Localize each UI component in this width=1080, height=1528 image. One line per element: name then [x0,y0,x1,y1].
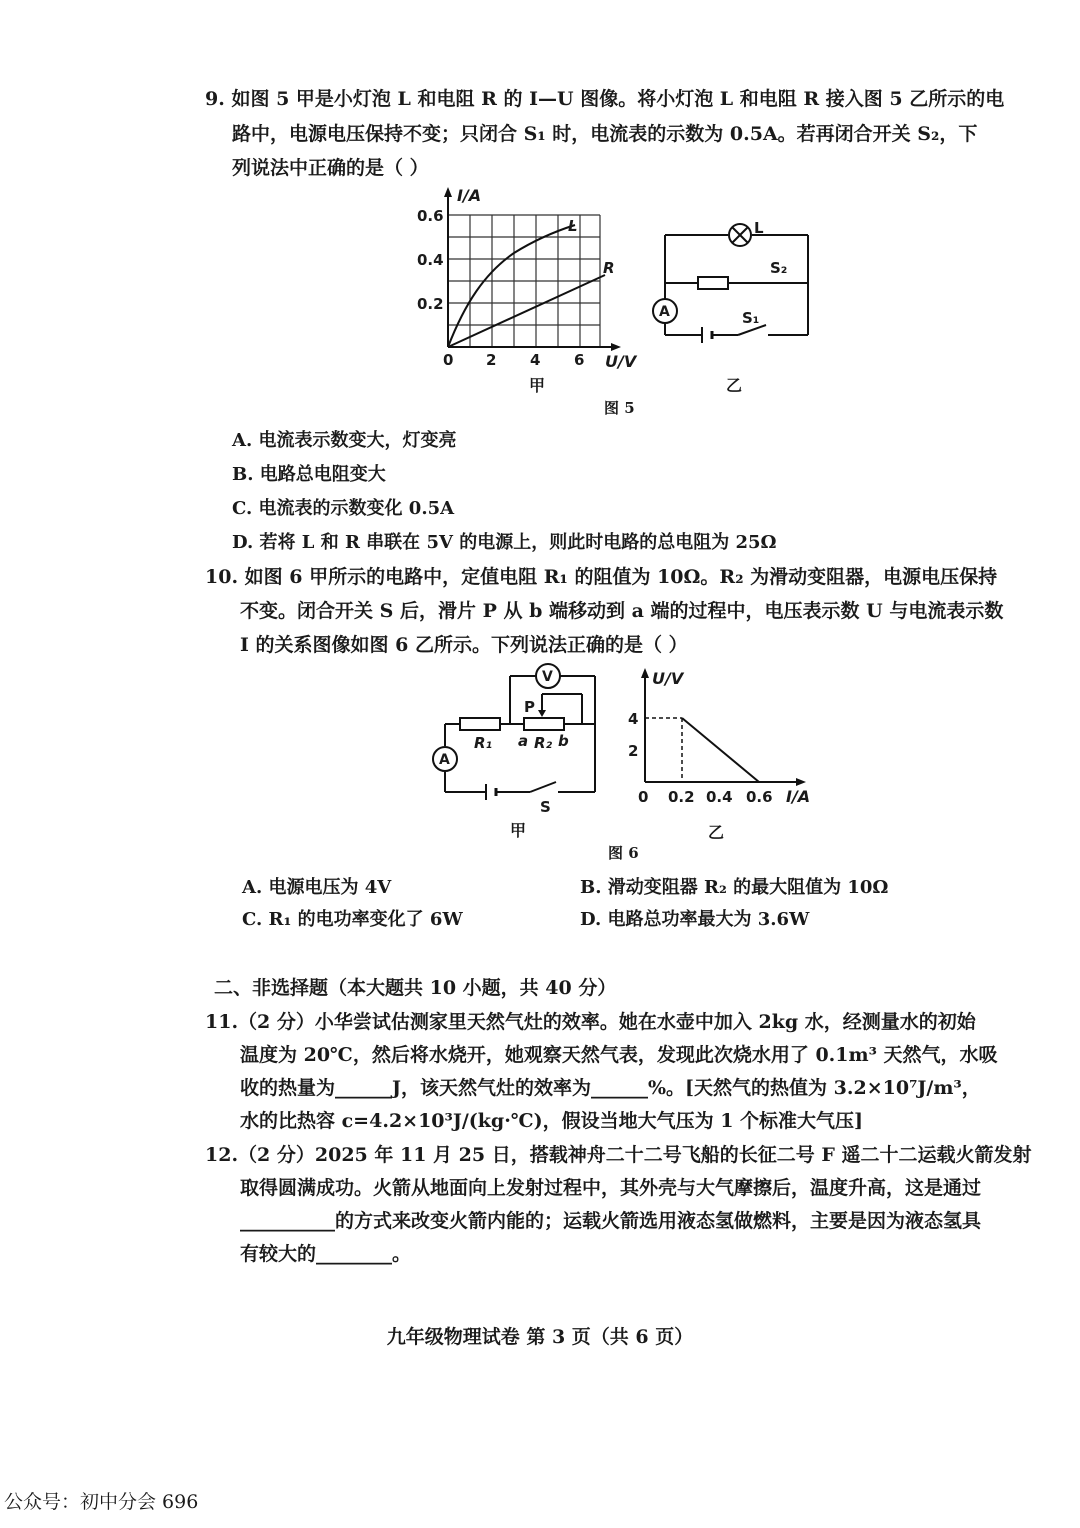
q9-line-1: 9. 如图 5 甲是小灯泡 L 和电阻 R 的 I—U 图像。将小灯泡 L 和电阻 R 接入图 5 乙所示的电 [205,88,1005,110]
y-axis-label: U/V [652,669,684,688]
graph-sub-label: 甲 [529,376,546,395]
q9-option-b: B. 电路总电阻变大 [232,464,386,485]
r2-label: R₂ [534,734,553,752]
q12-line-1: 12.（2 分）2025 年 11 月 25 日，搭载神舟二十二号飞船的长征二号 F 遥二十二运载火箭发射 [205,1144,1032,1166]
x-tick-4: 4 [530,351,541,369]
curve-L [448,225,575,347]
q10-option-b: B. 滑动变阻器 R₂ 的最大阻值为 10Ω [580,877,889,898]
x-axis-label: U/V [605,352,637,371]
figure-6-circuit [430,660,610,840]
voltmeter-label: V [542,669,553,685]
x-axis-label: I/A [786,787,811,806]
q11-line-2: 温度为 20℃，然后将水烧开，她观察天然气表，发现此次烧水用了 0.1m³ 天然气，水吸 [240,1044,998,1066]
y-tick-4: 4 [628,710,639,728]
r2-icon [524,718,564,730]
q9-line-2: 路中，电源电压保持不变；只闭合 S₁ 时，电流表的示数为 0.5A。若再闭合开关 S₂，下 [232,123,978,145]
x-tick-0-2: 0.2 [668,788,695,806]
r1-icon [460,718,500,730]
figure-6-graph [620,662,820,840]
terminal-a-label: a [518,732,529,750]
r1-label: R₁ [474,734,493,752]
switch1-label: S₁ [742,309,760,327]
q10-option-d: D. 电路总功率最大为 3.6W [580,909,810,930]
slider-p-label: P [524,698,535,716]
ammeter-label: A [439,752,450,768]
y-axis-arrow [444,187,452,197]
x-axis-arrow [611,343,621,351]
switch2-label: S₂ [770,259,788,277]
x-tick-0-6: 0.6 [746,788,773,806]
resistor-icon [698,277,728,289]
q10-line-2: 不变。闭合开关 S 后，滑片 P 从 b 端移动到 a 端的过程中，电压表示数 U 与电流表示数 [240,600,1004,622]
x-tick-6: 6 [574,351,585,369]
watermark: 公众号：初中分会 696 [4,1491,199,1513]
q9-option-d: D. 若将 L 和 R 串联在 5V 的电源上，则此时电路的总电阻为 25Ω [232,532,777,553]
figure-6-caption: 图 6 [608,844,639,862]
x-tick-2: 2 [486,351,497,369]
section-2-title: 二、非选择题（本大题共 10 小题，共 40 分） [214,977,617,999]
curve-R [448,275,605,347]
q10-line-1: 10. 如图 6 甲所示的电路中，定值电阻 R₁ 的阻值为 10Ω。R₂ 为滑动变阻器，电源电压保持 [205,566,998,588]
x-tick-0: 0 [443,351,454,369]
q10-line-3: I 的关系图像如图 6 乙所示。下列说法正确的是（ ） [240,634,688,656]
ammeter-label: A [659,304,670,320]
page-footer: 九年级物理试卷 第 3 页（共 6 页） [386,1326,694,1348]
q11-line-3: 收的热量为______J，该天然气灶的效率为______%。[天然气的热值为 3.2×10⁷J/m³， [240,1077,981,1099]
y-tick-0-6: 0.6 [417,207,444,225]
q12-line-4: 有较大的________。 [240,1243,412,1265]
q9-option-a: A. 电流表示数变大，灯变亮 [232,430,457,451]
figure-5-caption: 图 5 [604,399,635,417]
y-tick-2: 2 [628,742,639,760]
switch-icon [530,782,556,792]
u-i-line [682,718,759,782]
curve-L-label: L [568,217,578,235]
q11-line-1: 11.（2 分）小华尝试估测家里天然气灶的效率。她在水壶中加入 2kg 水，经测量水的初始 [205,1011,976,1033]
circuit-sub-label: 乙 [726,376,743,395]
graph-sub-label: 乙 [708,823,725,840]
figure-5-circuit [650,215,825,400]
x-axis-arrow [796,778,806,786]
slider-p-icon [538,710,546,717]
figure-5-graph [415,183,650,398]
q10-option-c: C. R₁ 的电功率变化了 6W [242,909,463,930]
y-tick-0-2: 0.2 [417,295,444,313]
y-tick-0-4: 0.4 [417,251,444,269]
q12-line-3: __________的方式来改变火箭内能的；运载火箭选用液态氢做燃料，主要是因为液态氢具 [240,1210,982,1232]
y-axis-label: I/A [457,186,482,205]
circuit-sub-label: 甲 [510,821,527,840]
q12-line-2: 取得圆满成功。火箭从地面向上发射过程中，其外壳与大气摩擦后，温度升高，这是通过 [240,1177,982,1199]
curve-R-label: R [603,259,615,277]
x-tick-0-4: 0.4 [706,788,733,806]
lamp-label: L [754,219,764,237]
x-tick-0: 0 [638,788,649,806]
q9-option-c: C. 电流表的示数变化 0.5A [232,498,455,519]
q9-line-3: 列说法中正确的是（ ） [232,157,429,179]
y-axis-arrow [641,668,649,678]
q11-line-4: 水的比热容 c=4.2×10³J/(kg·℃)，假设当地大气压为 1 个标准大气压] [240,1110,864,1132]
q10-option-a: A. 电源电压为 4V [242,877,392,898]
terminal-b-label: b [558,732,569,750]
switch-label: S [540,798,551,816]
